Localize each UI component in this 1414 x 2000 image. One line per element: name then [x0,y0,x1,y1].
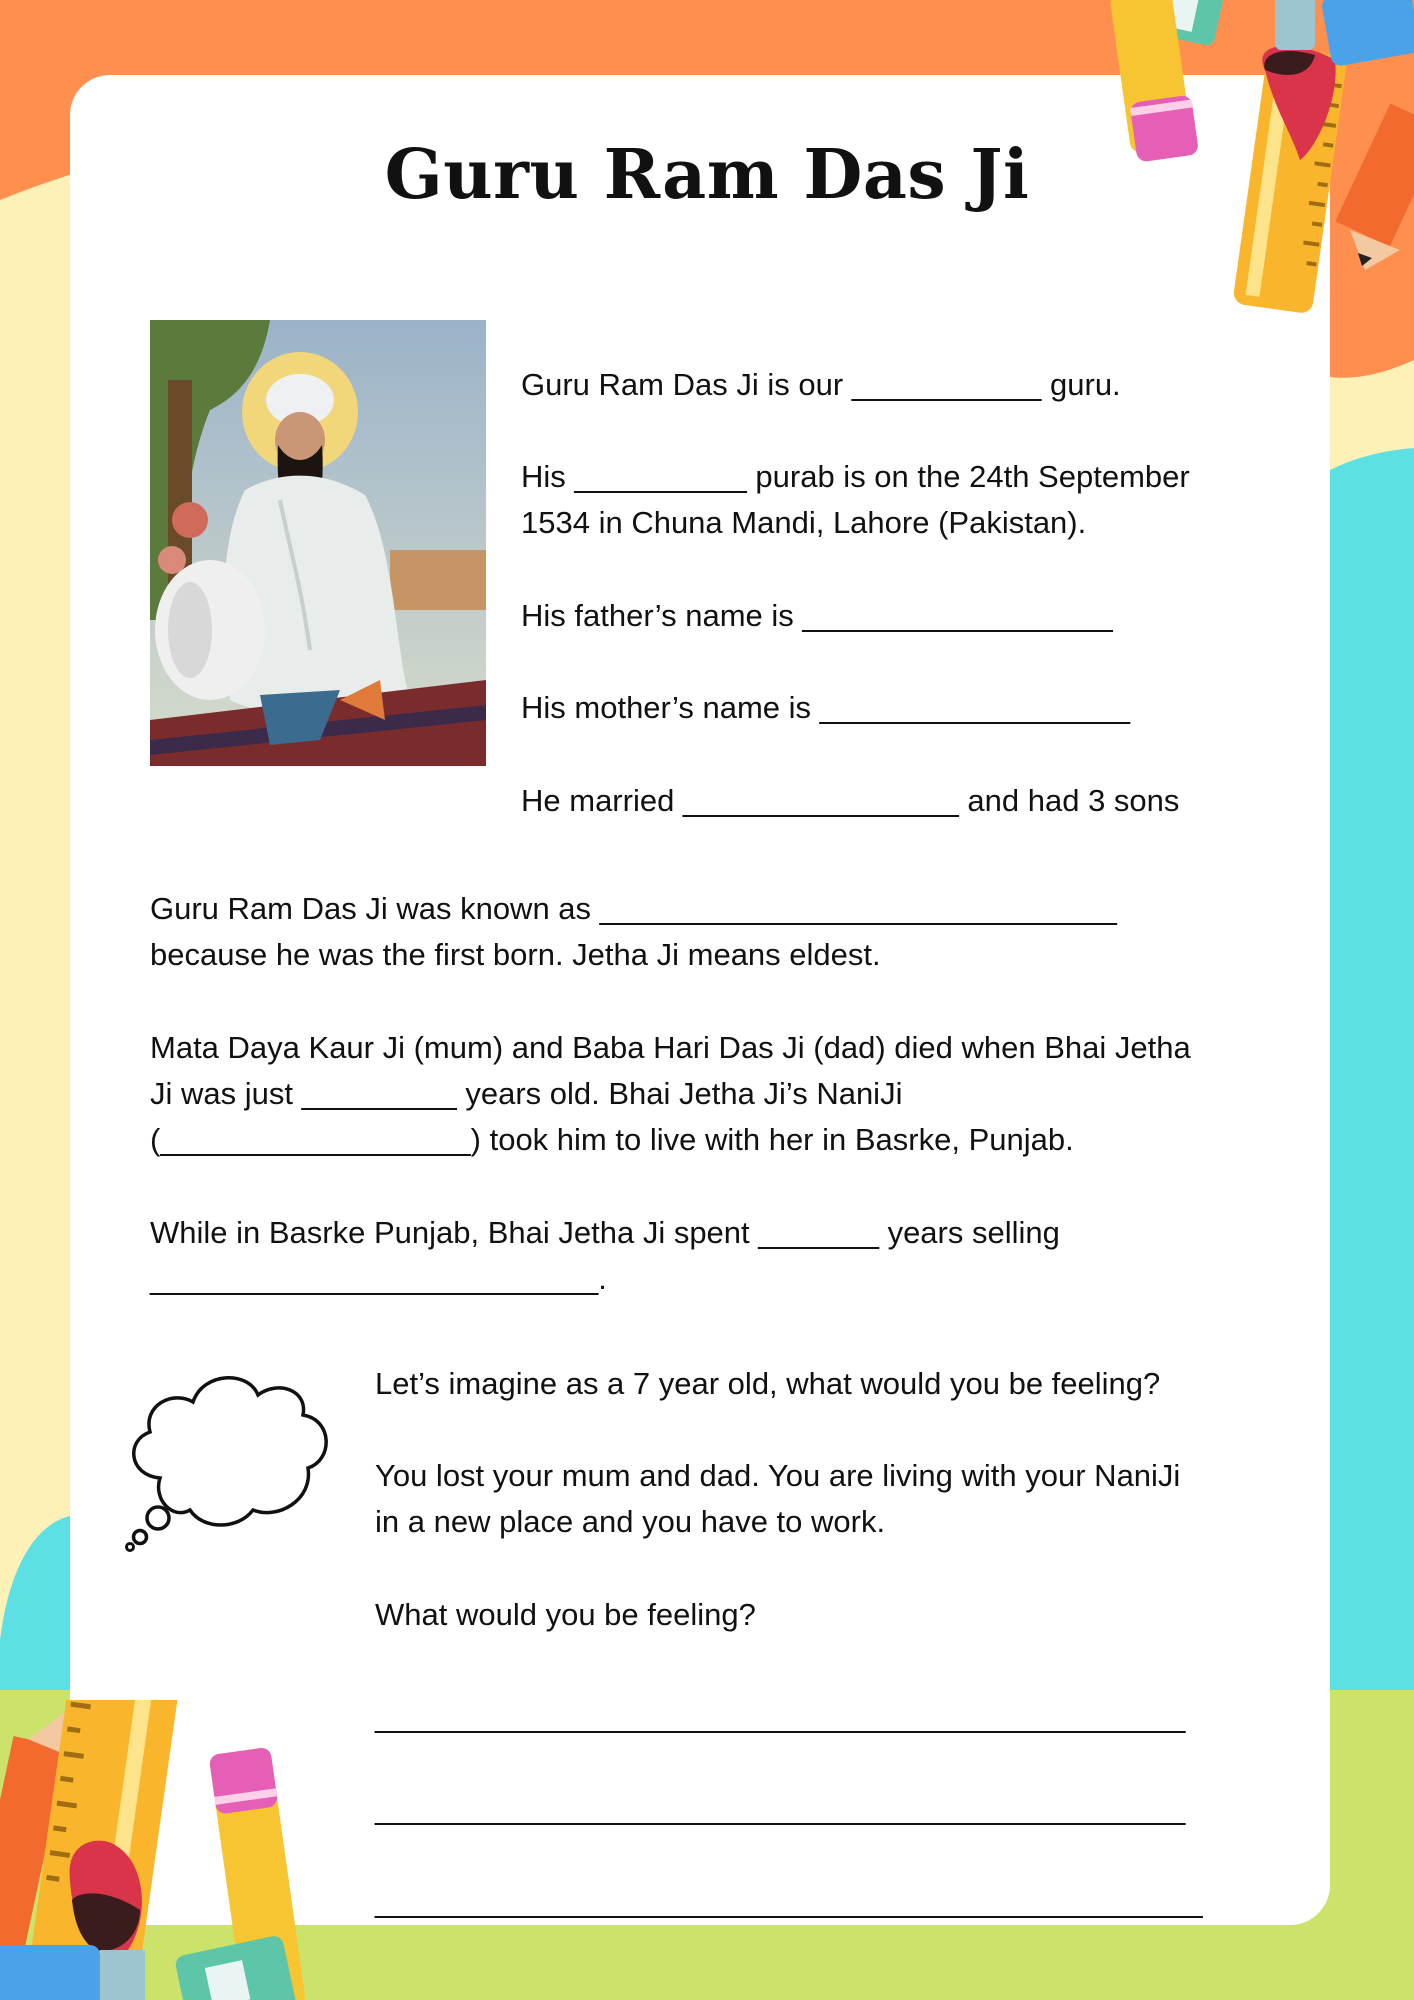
paragraph-basrke-line-1: While in Basrke Punjab, Bhai Jetha Ji spent _______ years selling [150,1215,1060,1250]
intro-line-married: He married ________________ and had 3 sons [521,783,1180,818]
paragraph-parents-line-2: Ji was just _________ years old. Bhai Jetha Ji’s NaniJi [150,1076,903,1111]
intro-line-mother: His mother’s name is __________________ [521,690,1130,725]
answer-line[interactable]: _______________________________________________ [375,1699,1186,1734]
answer-line[interactable]: _______________________________________________ [375,1791,1186,1826]
reflection-scenario-line-1: You lost your mum and dad. You are living with your NaniJi [375,1458,1181,1493]
paragraph-basrke-line-2: __________________________. [150,1261,607,1296]
paragraph-parents-line-1: Mata Daya Kaur Ji (mum) and Baba Hari Das Ji (dad) died when Bhai Jetha [150,1030,1191,1065]
thought-cloud-icon [118,1360,343,1555]
answer-line[interactable]: ________________________________________________ [375,1884,1203,1919]
intro-line-birth: His __________ purab is on the 24th September [521,459,1190,494]
reflection-question-1: Let’s imagine as a 7 year old, what would you be feeling? [375,1366,1161,1401]
intro-line-father: His father’s name is __________________ [521,598,1113,633]
paragraph-known-as-line-2: because he was the first born. Jetha Ji means eldest. [150,937,881,972]
paragraph-known-as-line-1: Guru Ram Das Ji was known as ______________________________ [150,891,1117,926]
intro-line-guru-number: Guru Ram Das Ji is our ___________ guru. [521,367,1121,402]
guru-portrait-image [150,320,486,766]
page-title: Guru Ram Das Ji [384,135,1030,215]
paragraph-parents-line-3: (__________________) took him to live with her in Basrke, Punjab. [150,1122,1074,1157]
reflection-scenario-line-2: in a new place and you have to work. [375,1504,886,1539]
stationery-bottom-left-icon [0,1700,320,2000]
intro-line-birth-place: 1534 in Chuna Mandi, Lahore (Pakistan). [521,505,1087,540]
reflection-question-2: What would you be feeling? [375,1597,756,1632]
